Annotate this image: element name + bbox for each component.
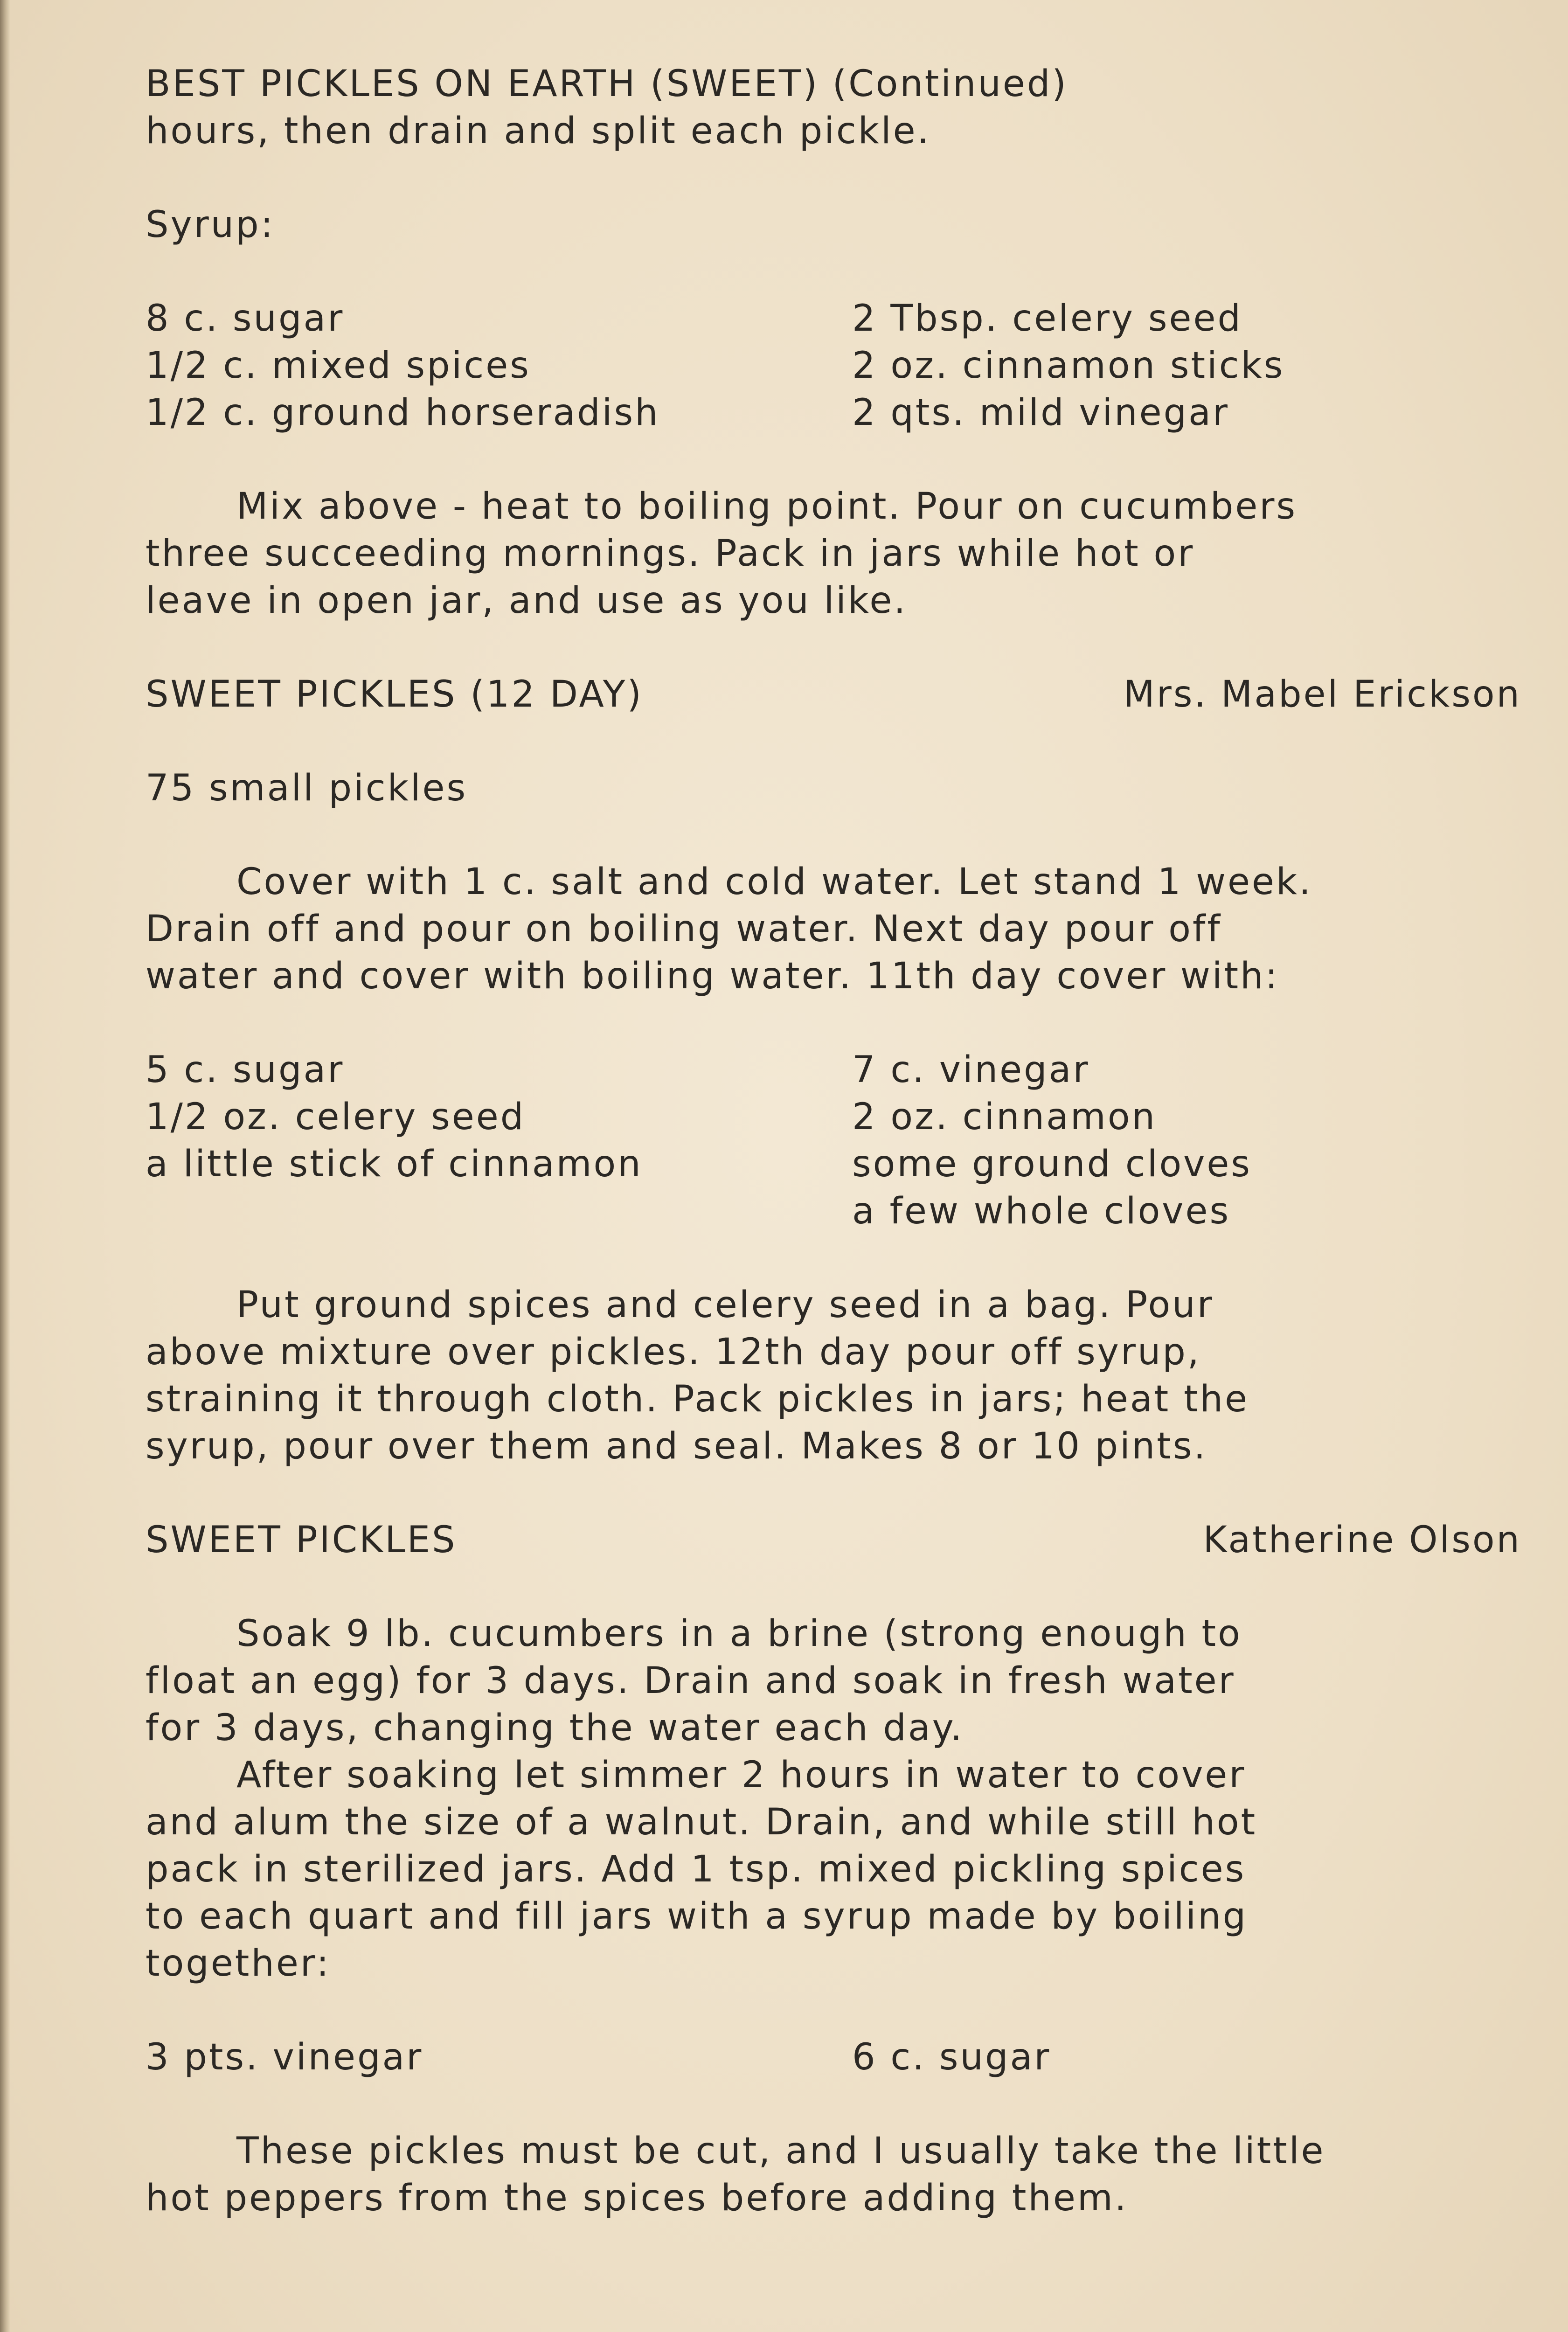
recipe-header-12-day (146, 671, 1521, 718)
ingredient-item: 3 pts. vinegar (146, 2036, 423, 2078)
ingredient-item: 75 small pickles (146, 767, 468, 809)
direction-line: Mix above - heat to boiling point. Pour on cucumbers (236, 486, 1297, 527)
direction-line: Put ground spices and celery seed in a bag. Pour (236, 1284, 1214, 1326)
ingredient-item: 1/2 c. ground horseradish (146, 392, 660, 434)
recipe3-ingredients (146, 2034, 1521, 2081)
direction-line: straining it through cloth. Pack pickles in jars; heat the (146, 1378, 1249, 1420)
page-spine-shadow (0, 0, 10, 2332)
recipe2-steps (146, 859, 1521, 1000)
ingredient-item: 8 c. sugar (146, 298, 345, 340)
direction-line: above mixture over pickles. 12th day pour off syrup, (146, 1331, 1201, 1373)
recipe-header-sweet-pickles (146, 1517, 1521, 1564)
ingredient-item: 2 Tbsp. celery seed (852, 298, 1242, 340)
ingredient-item: 5 c. sugar (146, 1049, 345, 1091)
ingredient-item: 1/2 c. mixed spices (146, 345, 531, 387)
recipe-title-best-pickles: BEST PICKLES ON EARTH (SWEET) (Continued) (146, 63, 1068, 105)
ingredient-item: a little stick of cinnamon (146, 1143, 643, 1185)
recipe-title-12-day: SWEET PICKLES (12 DAY) (146, 673, 643, 715)
paragraph-line: float an egg) for 3 days. Drain and soak in fresh water (146, 1660, 1235, 1702)
recipe-author: Katherine Olson (1203, 1519, 1521, 1561)
recipe-continuation-text: hours, then drain and split each pickle. (146, 110, 931, 152)
paragraph-line: together: (146, 1943, 331, 1985)
recipe1-directions (146, 483, 1521, 625)
paragraph-line: and alum the size of a walnut. Drain, and while still hot (146, 1801, 1257, 1843)
paragraph-line: to each quart and fill jars with a syrup made by boiling (146, 1895, 1248, 1937)
ingredient-item: 6 c. sugar (852, 2036, 1051, 2078)
step-line: water and cover with boiling water. 11th day cover with: (146, 955, 1279, 997)
ingredient-item: 1/2 oz. celery seed (146, 1096, 526, 1138)
paragraph-line: Soak 9 lb. cucumbers in a brine (strong enough to (236, 1613, 1242, 1655)
direction-line: leave in open jar, and use as you like. (146, 580, 908, 622)
direction-line: three succeeding mornings. Pack in jars while hot or (146, 533, 1195, 575)
recipe3-note (146, 2128, 1521, 2222)
ingredient-item: 2 oz. cinnamon sticks (852, 345, 1285, 387)
recipe2-ingredients (146, 1047, 1521, 1235)
paragraph-line: After soaking let simmer 2 hours in water to cover (236, 1754, 1246, 1796)
ingredient-item: 2 qts. mild vinegar (852, 392, 1230, 434)
recipe3-paragraph-2 (146, 1752, 1521, 1987)
ingredient-item: some ground cloves (852, 1143, 1252, 1185)
syrup-label: Syrup: (146, 204, 275, 246)
paragraph-line: for 3 days, changing the water each day. (146, 1707, 964, 1749)
step-line: Drain off and pour on boiling water. Next day pour off (146, 908, 1222, 950)
paragraph-line: pack in sterilized jars. Add 1 tsp. mixed pickling spices (146, 1848, 1246, 1890)
recipe-title-sweet-pickles: SWEET PICKLES (146, 1519, 457, 1561)
ingredient-item: 7 c. vinegar (852, 1049, 1090, 1091)
recipe3-paragraph-1 (146, 1610, 1521, 1752)
recipe-author: Mrs. Mabel Erickson (1123, 673, 1521, 715)
recipe2-directions (146, 1282, 1521, 1470)
page-content (146, 61, 1521, 2222)
note-line: hot peppers from the spices before adding them. (146, 2177, 1128, 2219)
ingredient-item: 2 oz. cinnamon (852, 1096, 1157, 1138)
note-line: These pickles must be cut, and I usually take the little (236, 2130, 1325, 2172)
recipe1-ingredients (146, 295, 1521, 437)
ingredient-item: a few whole cloves (852, 1190, 1231, 1232)
direction-line: syrup, pour over them and seal. Makes 8 or 10 pints. (146, 1425, 1207, 1467)
step-line: Cover with 1 c. salt and cold water. Let stand 1 week. (236, 861, 1312, 903)
